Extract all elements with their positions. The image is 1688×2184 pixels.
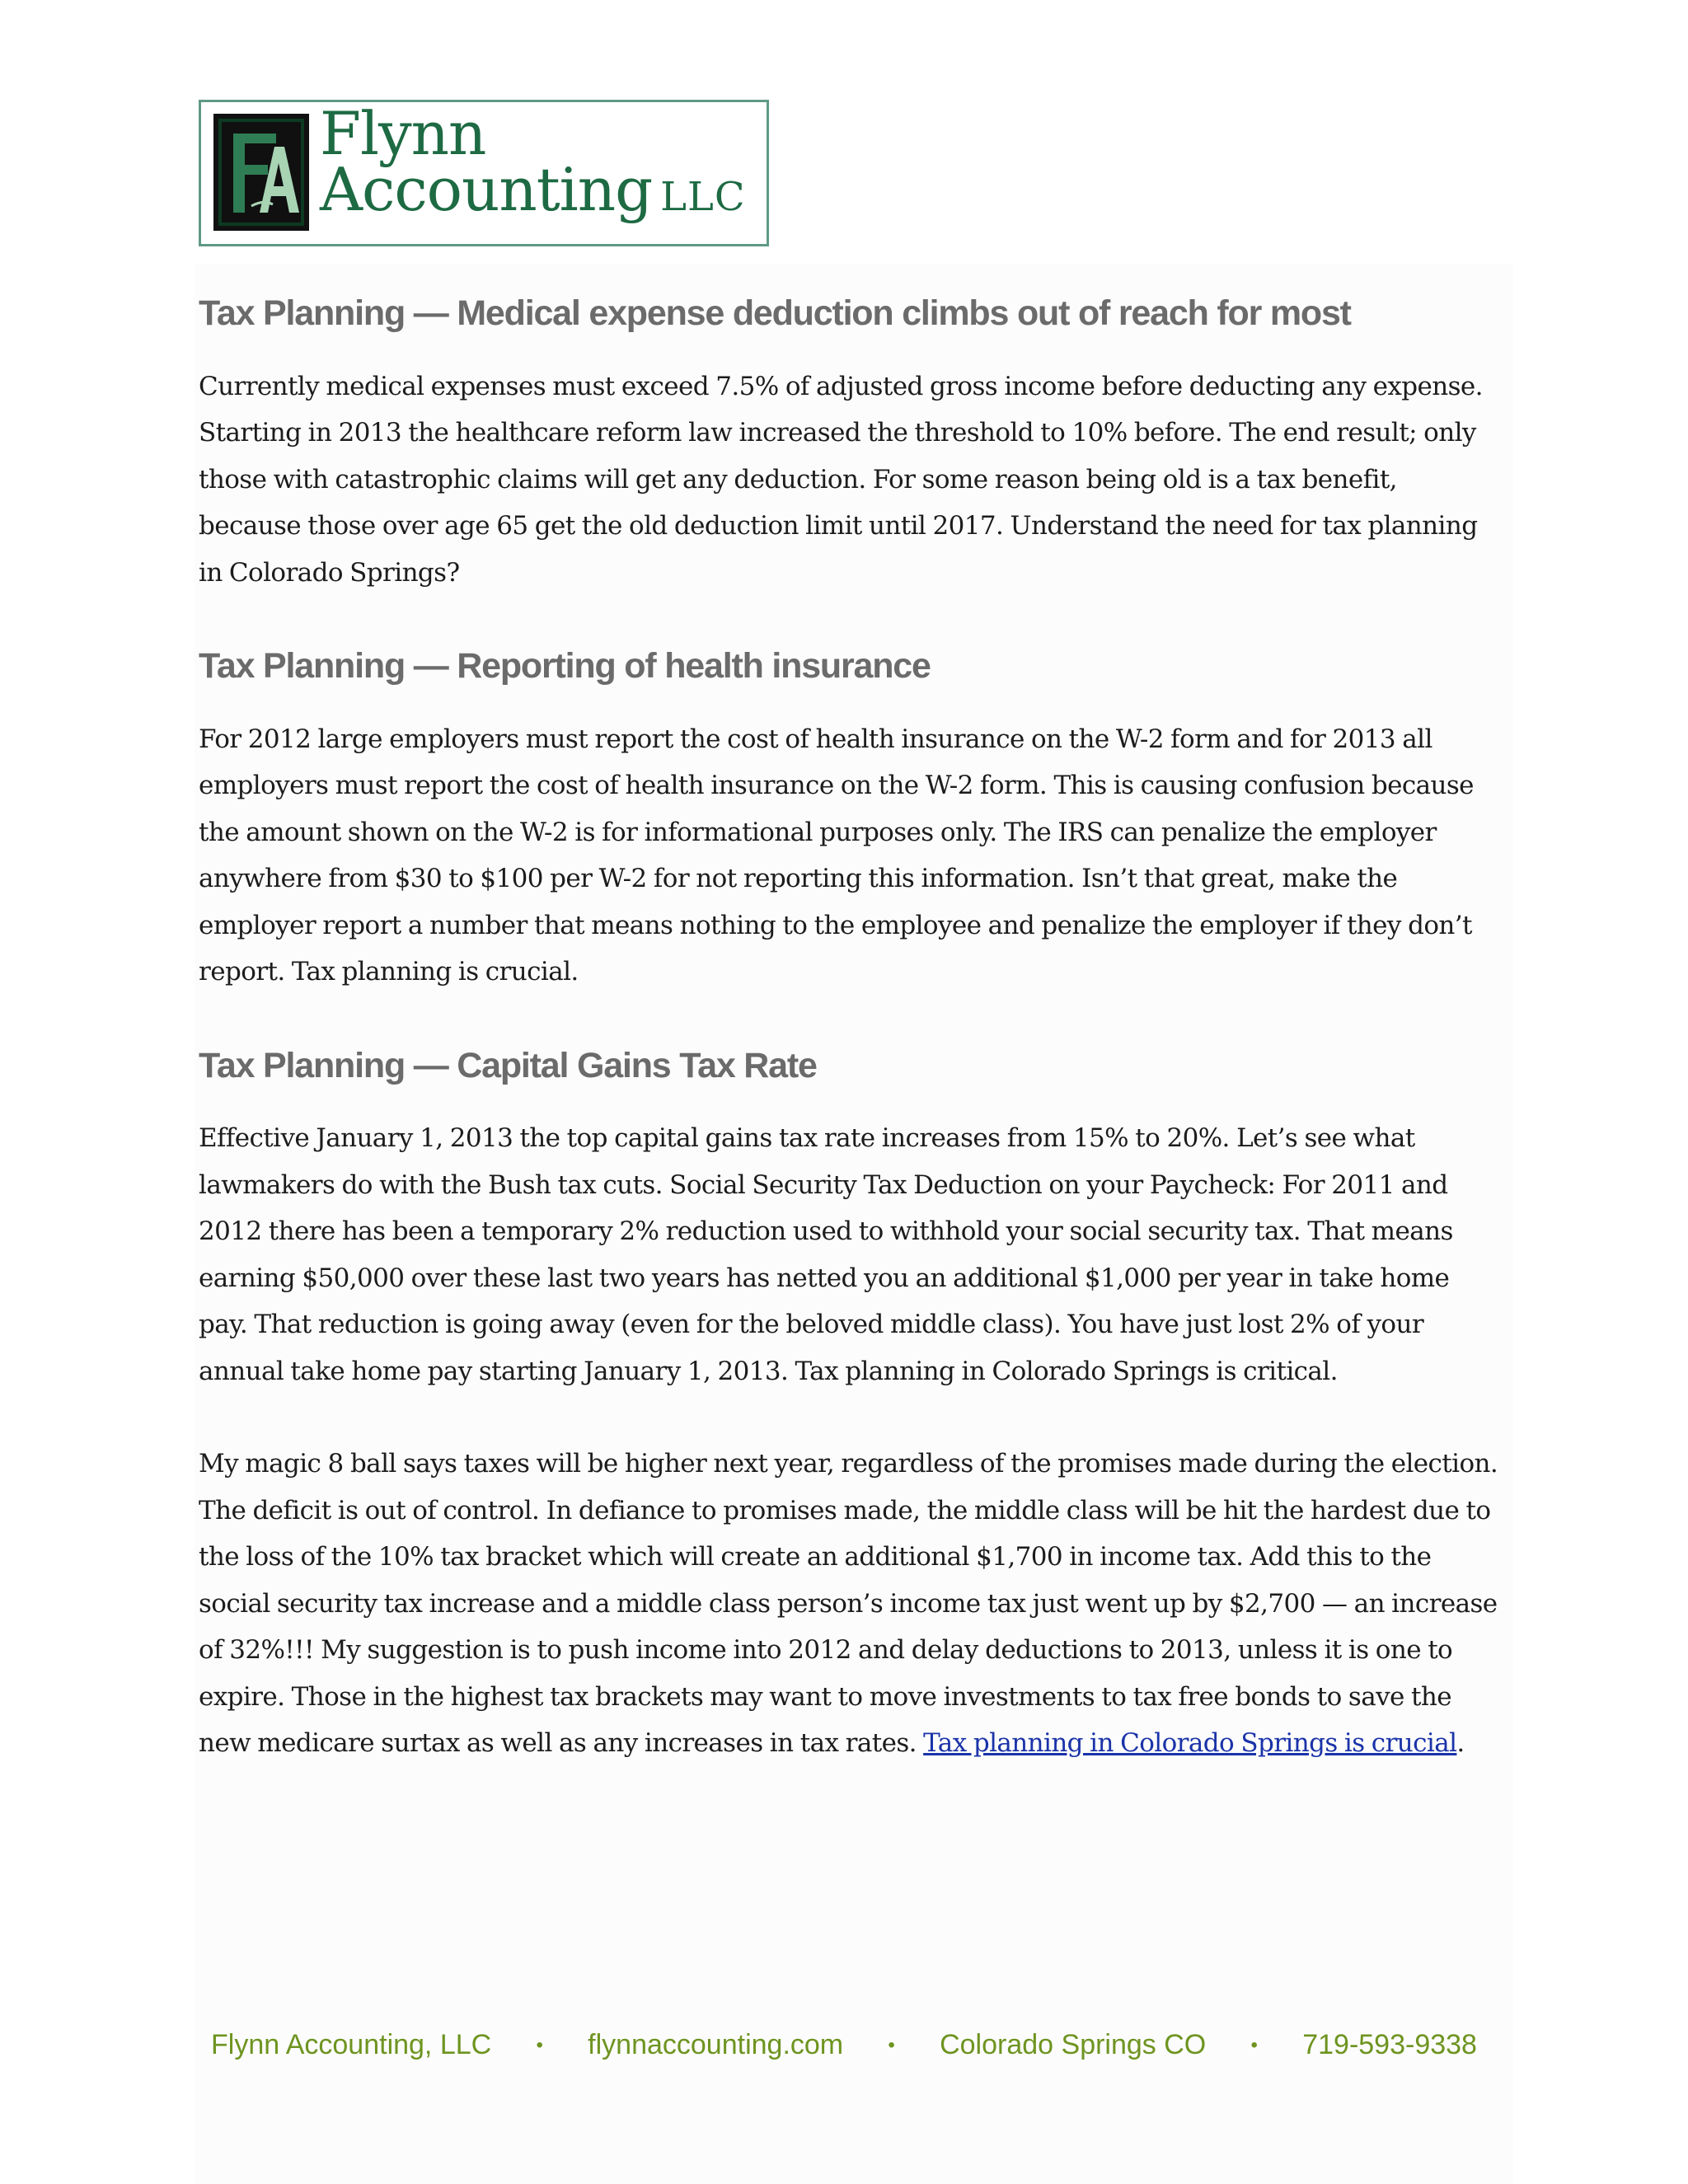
section-heading-health-insurance: Tax Planning — Reporting of health insurance [199, 646, 931, 687]
closing-text: My magic 8 ball says taxes will be higher next year, regardless of the promises made during the election. The deficit is out of control. In defiance to promises made, the middle class will be hit the hardest due to the loss of the 10% tax bracket which will create an additional $1,700 in income tax. Add this to the social security tax increase and a middle class person’s income tax just went up by $2,700 — an increase of 32%!!! My suggestion is to push income into 2012 and delay deductions to 2013, unless it is one to expire. Those in the highest tax brackets may want to move investments to tax free bonds to save the new medicare surtax as well as any increases in tax rates. [199, 1449, 1498, 1759]
section-body-capital-gains: Effective January 1, 2013 the top capital gains tax rate increases from 15% to 20%. Let’s see what lawmakers do with the Bush tax cuts. Social Security Tax Deduction on your Paycheck: For 2011 and 2012 there has been a temporary 2% reduction used to withhold your social security tax. That means earning $50,000 over these last two years has netted you an additional $1,000 per year in take home pay. That reduction is going away (even for the beloved middle class). You have just lost 2% of your annual take home pay starting January 1, 2013. Tax planning in Colorado Springs is critical. [199, 1123, 1453, 1386]
logo-wordmark [320, 99, 746, 224]
logo-line-accounting [320, 155, 746, 224]
company-logo [199, 100, 769, 246]
logo-line-flynn: Flynn [320, 99, 486, 168]
fa-monogram-icon [213, 114, 309, 231]
footer-company: Flynn Accounting, LLC [211, 2029, 492, 2060]
footer-separator: • [536, 2033, 543, 2056]
footer-website: flynnaccounting.com [588, 2029, 844, 2060]
footer-separator: • [1250, 2033, 1258, 2056]
section-heading-capital-gains: Tax Planning — Capital Gains Tax Rate [199, 1045, 817, 1085]
page-footer [211, 2029, 1477, 2061]
section-body-medical-expense: Currently medical expenses must exceed 7.5% of adjusted gross income before deducting any expense. Starting in 2013 the healthcare reform law increased the threshold to 10% before. The end result; only those with catastrophic claims will get any deduction. For some reason being old is a tax benefit, because those over age 65 get the old deduction limit until 2017. Understand the need for tax planning in Colorado Springs? [199, 371, 1483, 588]
footer-separator: • [888, 2033, 895, 2056]
section-heading-medical-expense: Tax Planning — Medical expense deduction climbs out of reach for most [199, 293, 1351, 333]
closing-paragraph [199, 1441, 1501, 1767]
closing-punctuation: . [1456, 1728, 1465, 1759]
footer-phone: 719-593-9338 [1302, 2029, 1477, 2060]
footer-location: Colorado Springs CO [940, 2029, 1207, 2060]
logo-llc-text: LLC [660, 174, 746, 220]
tax-planning-link[interactable]: Tax planning in Colorado Springs is crucial [923, 1728, 1457, 1759]
article-content [199, 293, 1501, 1767]
logo-accounting-text: Accounting [320, 155, 653, 224]
section-body-health-insurance: For 2012 large employers must report the cost of health insurance on the W-2 form and for 2013 all employers must report the cost of health insurance on the W-2 form. This is causing confusion because the amount shown on the W-2 is for informational purposes only. The IRS can penalize the employer anywhere from $30 to $100 per W-2 for not reporting this information. Isn’t that great, make the employer report a number that means nothing to the employee and penalize the employer if they don’t report. Tax planning is crucial. [199, 724, 1474, 987]
